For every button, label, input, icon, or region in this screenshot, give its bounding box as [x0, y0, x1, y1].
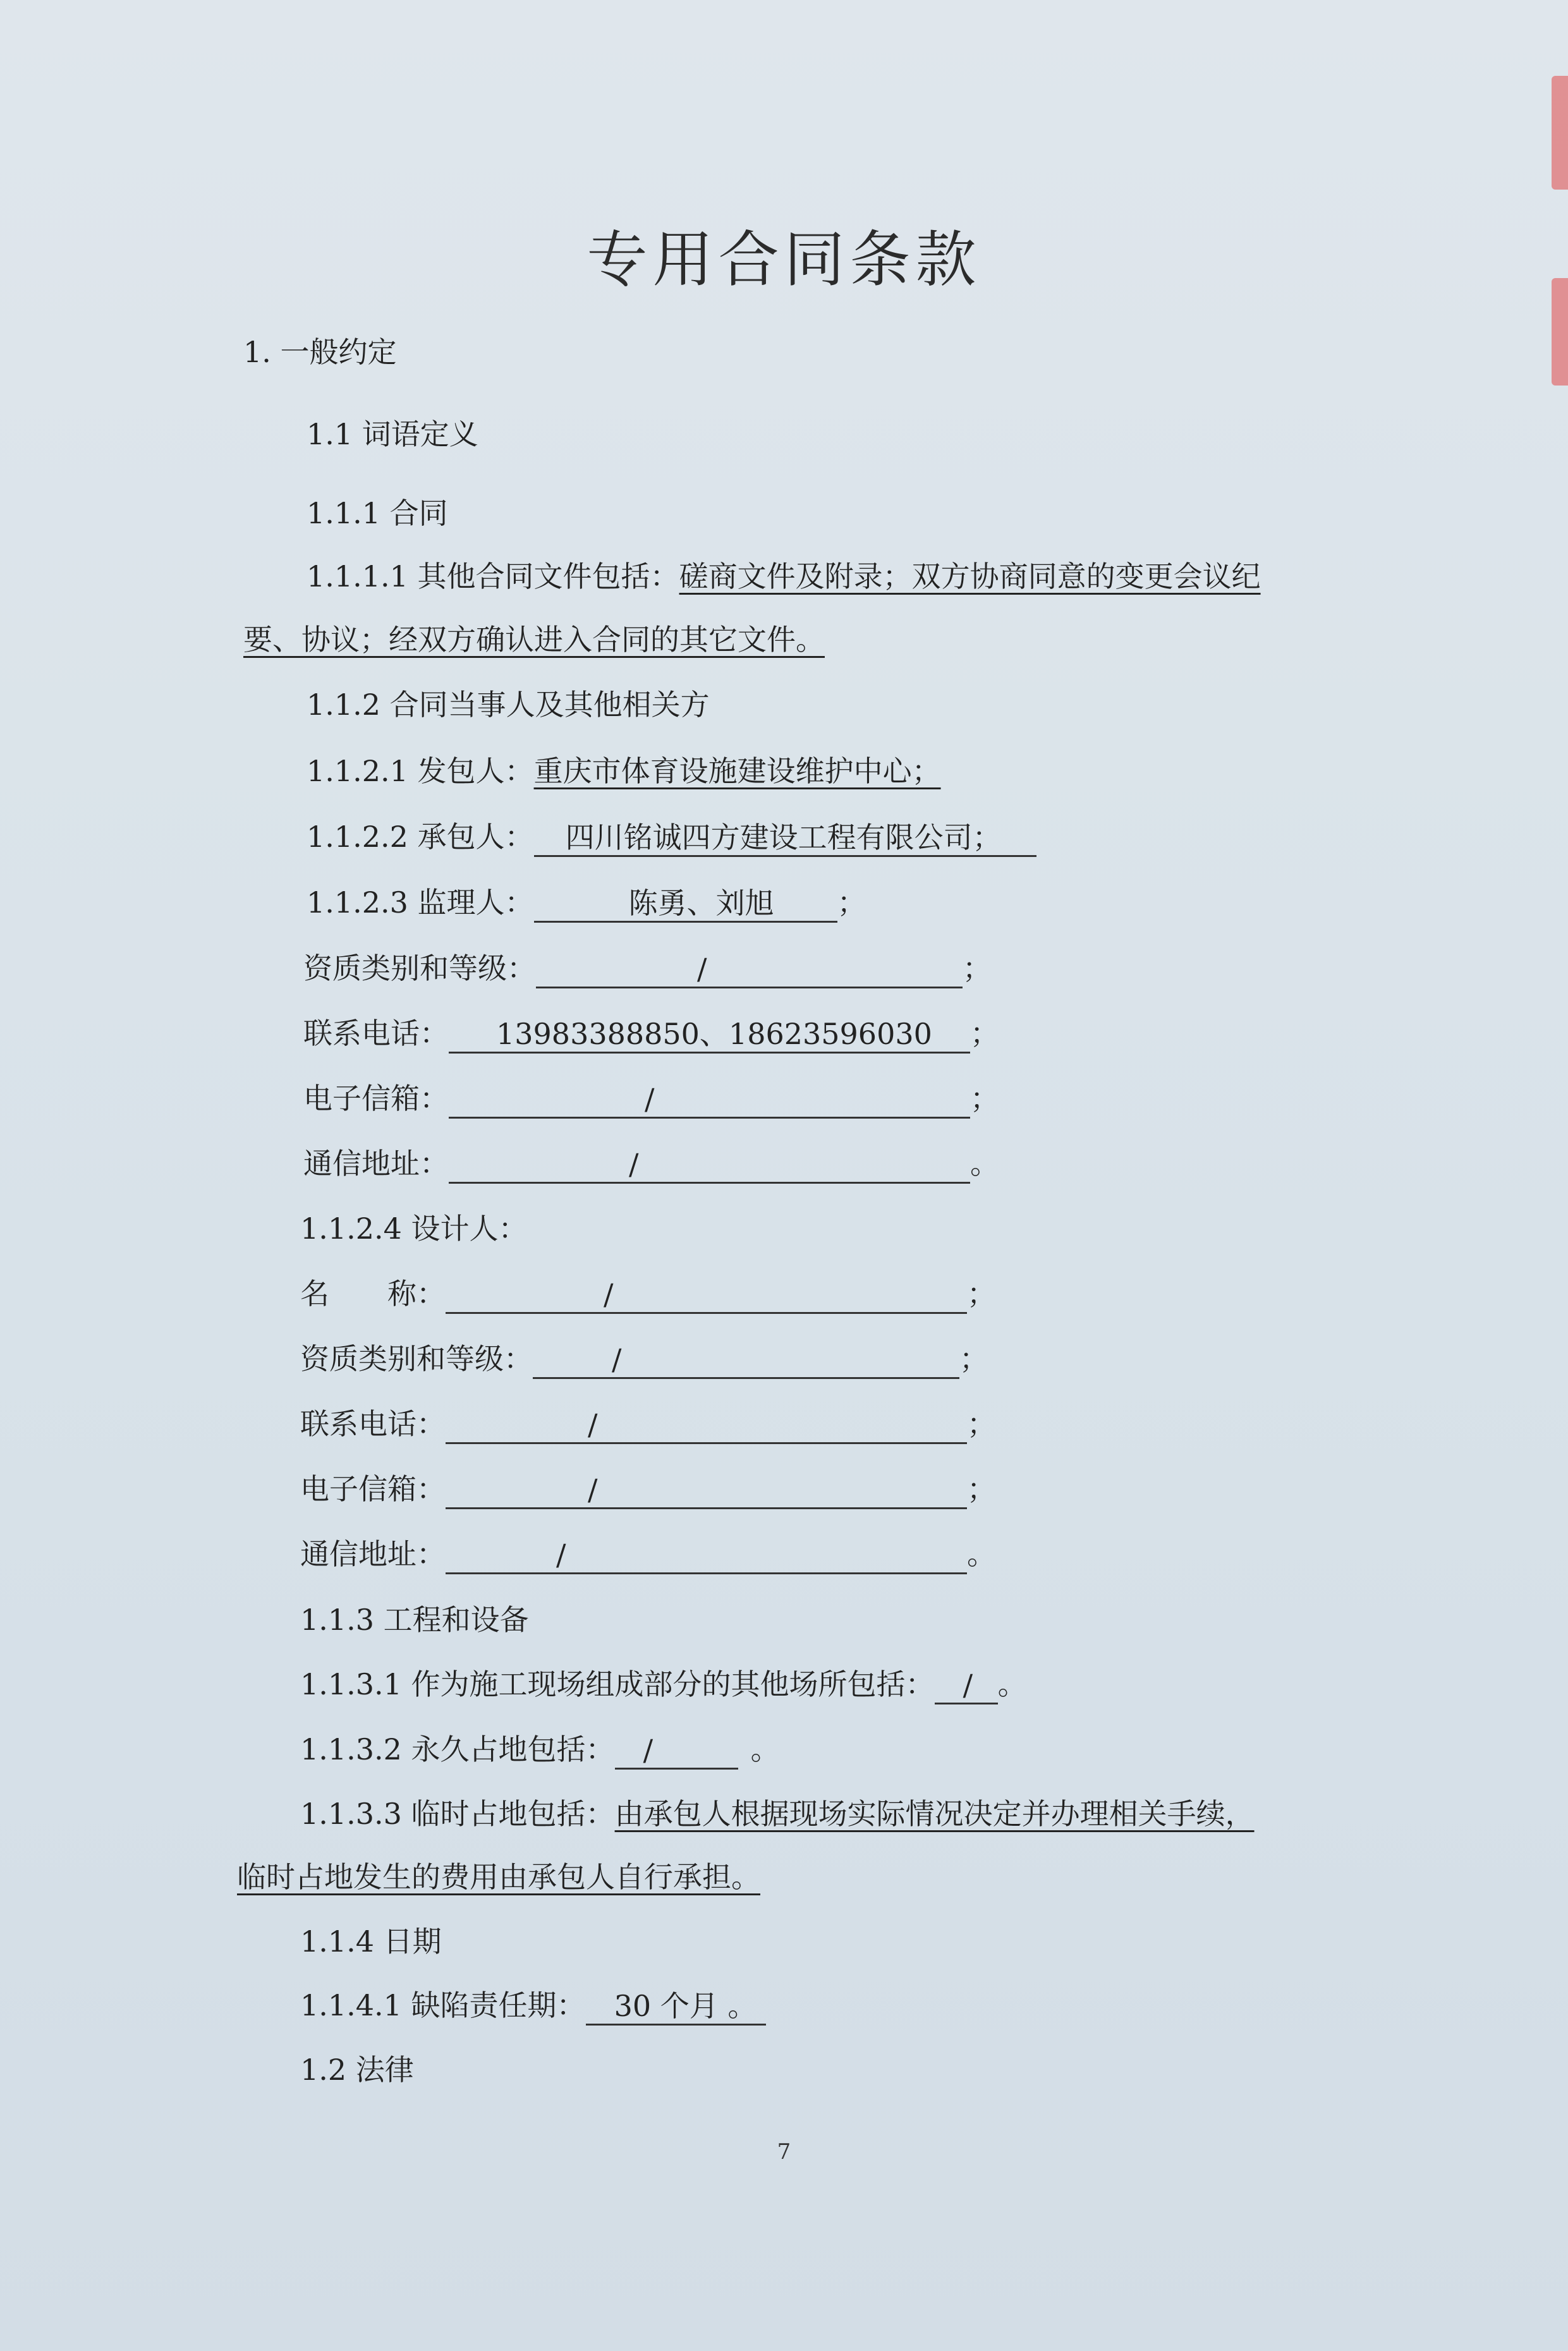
contractor-line: [307, 817, 1036, 857]
supervisor-label: 1.1.2.3 监理人：: [307, 885, 534, 920]
designer-heading: 1.1.2.4 设计人：: [300, 1212, 528, 1246]
field-value: /: [588, 1473, 598, 1507]
field-value-blank: [446, 1536, 967, 1574]
field-label: 联系电话：: [300, 1407, 446, 1441]
field-value-blank: [449, 1081, 970, 1119]
field-value: /: [612, 1342, 622, 1376]
supervisor-email-line: [303, 1078, 999, 1119]
supervisor-address-line: [303, 1143, 999, 1184]
period: 。: [970, 1146, 999, 1181]
clause-label: 1.1.3.3 临时占地包括：: [300, 1797, 615, 1831]
clause-1-1-3-3-continued: [237, 1857, 760, 1897]
field-label: 资质类别和等级：: [303, 951, 536, 985]
section-1-1-4-heading: 1.1.4 日期: [300, 1924, 442, 1959]
clause-label: 1.1.3.2 永久占地包括：: [300, 1732, 615, 1766]
field-label: 联系电话：: [303, 1016, 449, 1050]
section-1-2-heading: 1.2 法律: [300, 2053, 414, 2087]
clause-1-1-3-3: [300, 1794, 1255, 1834]
designer-phone-line: [300, 1404, 996, 1444]
clause-value: 由承包人根据现场实际情况决定并办理相关手续，: [614, 1797, 1255, 1831]
designer-name-line: [300, 1273, 996, 1314]
supervisor-line: [307, 882, 866, 923]
clause-label: 1.1.4.1 缺陷责任期：: [300, 1988, 586, 2022]
field-label: 资质类别和等级：: [300, 1342, 533, 1376]
clause-value: /: [643, 1733, 653, 1767]
field-value-blank: [449, 1146, 970, 1184]
clause-1-1-4-1: [300, 1985, 766, 2026]
section-1-heading: 1. 一般约定: [243, 335, 397, 369]
clause-value: /: [963, 1668, 973, 1702]
semicolon: ；: [959, 1342, 988, 1376]
contractor-value-blank: [534, 819, 1036, 857]
clause-value-blank: [935, 1667, 998, 1704]
field-label: 通信地址：: [303, 1146, 449, 1181]
field-value: /: [645, 1082, 655, 1116]
field-value-blank: [446, 1276, 967, 1314]
field-label: 电子信箱：: [300, 1472, 446, 1506]
period: 。: [967, 1537, 996, 1571]
semicolon: ；: [967, 1277, 996, 1311]
designer-qualification-line: [300, 1339, 988, 1379]
field-value: /: [604, 1277, 614, 1311]
designer-email-line: [300, 1469, 996, 1509]
phone-value: 13983388850、18623596030: [496, 1017, 932, 1051]
field-label: 名 称：: [300, 1277, 446, 1311]
field-value-blank: [446, 1406, 967, 1444]
field-value: /: [588, 1407, 598, 1442]
supervisor-value: 陈勇、刘旭: [628, 886, 774, 920]
field-value: /: [629, 1147, 639, 1181]
clause-1-1-3-2: [300, 1729, 780, 1770]
clause-1-1-3-1: [300, 1664, 1027, 1704]
field-label: 通信地址：: [300, 1537, 446, 1571]
clause-value: 要、协议；经双方确认进入合同的其它文件。: [243, 623, 825, 657]
semicolon: ；: [967, 1472, 996, 1506]
field-value-blank: [536, 951, 963, 988]
clause-value-blank: [586, 1988, 766, 2026]
clause-value: 磋商文件及附录；双方协商同意的变更会议纪: [679, 559, 1261, 593]
employer-line: [307, 751, 941, 791]
clause-value-blank: [615, 1732, 738, 1770]
employer-value: 重庆市体育设施建设维护中心；: [533, 754, 941, 788]
designer-address-line: [300, 1534, 996, 1574]
red-edge-mark-top: [1552, 76, 1568, 190]
clause-label: 1.1.3.1 作为施工现场组成部分的其他场所包括：: [300, 1667, 935, 1701]
field-label: 电子信箱：: [303, 1081, 449, 1115]
semicolon: ；: [967, 1407, 996, 1441]
contractor-value: 四川铭诚四方建设工程有限公司；: [565, 820, 1002, 854]
period: 。: [750, 1732, 780, 1766]
period: 。: [997, 1667, 1027, 1701]
clause-1-1-1-1: [307, 556, 1261, 597]
page-title: 专用合同条款: [586, 224, 982, 295]
semicolon: ；: [963, 951, 992, 985]
section-1-1-2-heading: 1.1.2 合同当事人及其他相关方: [307, 688, 710, 722]
clause-value: 临时占地发生的费用由承包人自行承担。: [237, 1860, 760, 1894]
contractor-label: 1.1.2.2 承包人：: [307, 820, 534, 854]
defect-period-value: 30 个月 。: [614, 1989, 757, 2023]
field-value-blank: [446, 1471, 967, 1509]
semicolon: ；: [970, 1081, 999, 1115]
semicolon: ；: [837, 885, 866, 920]
supervisor-value-blank: [534, 885, 837, 923]
field-value: /: [556, 1538, 566, 1572]
semicolon: ；: [970, 1016, 999, 1050]
field-value: /: [697, 952, 707, 986]
supervisor-phone-line: [303, 1013, 999, 1054]
field-value-blank: [449, 1016, 970, 1054]
section-1-1-heading: 1.1 词语定义: [307, 417, 478, 451]
clause-label: 1.1.1.1 其他合同文件包括：: [307, 559, 679, 593]
clause-1-1-1-1-continued: [243, 619, 825, 660]
employer-label: 1.1.2.1 发包人：: [307, 754, 534, 788]
supervisor-qualification-line: [303, 948, 992, 988]
field-value-blank: [533, 1341, 959, 1379]
page-number: 7: [777, 2139, 791, 2165]
section-1-1-3-heading: 1.1.3 工程和设备: [300, 1603, 529, 1637]
section-1-1-1-heading: 1.1.1 合同: [307, 496, 448, 530]
